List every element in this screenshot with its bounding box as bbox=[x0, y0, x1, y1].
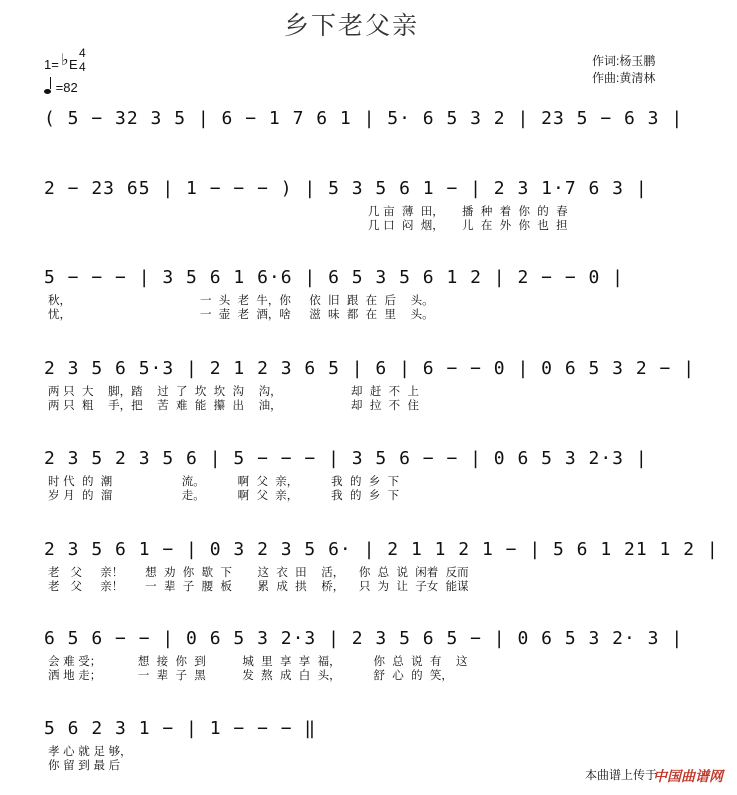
lyric-verse-1: 老 父 亲！ 想 劝 你 歇 下 这 衣 田 活， 你 总 说 闲着 反而 bbox=[48, 565, 469, 579]
song-title: 乡下老父亲 bbox=[284, 11, 420, 40]
lyric-verse-1: 孝 心 就 足 够， bbox=[48, 744, 132, 758]
site-logo[interactable]: 中国曲谱网 bbox=[653, 768, 723, 784]
note-stem bbox=[50, 77, 51, 89]
notation-line: 5 − − − | 3 5 6 1 6·6 | 6 5 3 5 6 1 2 | 2 − − 0 | bbox=[44, 267, 625, 288]
notation-line: 6 5 6 − − | 0 6 5 3 2·3 | 2 3 5 6 5 − | 0 6 5 3 2· 3 | bbox=[44, 628, 684, 649]
lyric-verse-2: 两 只 粗 手，把 苦 难 能 攥 出 油， 却 拉 不 住 bbox=[48, 398, 419, 412]
time-signature-bottom: 4 bbox=[79, 60, 86, 74]
lyric-verse-2: 岁 月 的 溜 走。 啊 父 亲， 我 的 乡 下 bbox=[48, 488, 400, 502]
lyric-verse-2-start: 忧， bbox=[48, 307, 71, 321]
lyric-verse-1: 会 难 受； 想 接 你 到 城 里 享 享 福， 你 总 说 有 这 bbox=[48, 654, 468, 668]
notation-line: 2 3 5 2 3 5 6 | 5 − − − | 3 5 6 − − | 0 6 5 3 2·3 | bbox=[44, 448, 648, 469]
lyric-verse-1: 两 只 大 脚，踏 过 了 坎 坎 沟 沟， 却 赶 不 上 bbox=[48, 384, 419, 398]
lyric-verse-1: 几 亩 薄 田， 播 种 着 你 的 春 bbox=[368, 204, 568, 218]
lyricist-credit: 作词:杨玉鹏 bbox=[592, 54, 656, 68]
quarter-note-icon bbox=[44, 89, 51, 94]
credits bbox=[592, 53, 655, 87]
key-tone: E bbox=[69, 57, 78, 72]
lyric-verse-2: 几 口 闷 烟， 儿 在 外 你 也 担 bbox=[368, 218, 568, 232]
lyric-verse-1: 一 头 老 牛，你 依 旧 跟 在 后 头。 bbox=[200, 293, 434, 307]
flat-icon: ♭ bbox=[61, 52, 69, 69]
upload-note: 本曲谱上传于 bbox=[584, 768, 657, 782]
notation-line: ( 5 − 32 3 5 | 6 − 1 7 6 1 | 5· 6 5 3 2 | 23 5 − 6 3 | bbox=[44, 108, 684, 129]
lyric-verse-1-start: 秋， bbox=[48, 293, 71, 307]
composer-credit: 作曲:黄清林 bbox=[592, 71, 656, 85]
lyric-verse-2: 老 父 亲！ 一 辈 子 腰 板 累 成 拱 桥， 只 为 让 子女 能谋 bbox=[48, 579, 469, 593]
notation-line: 5 6 2 3 1 − | 1 − − − ‖ bbox=[44, 718, 317, 739]
tempo-value: =82 bbox=[55, 80, 78, 95]
key-prefix: 1= bbox=[44, 57, 59, 72]
notation-line: 2 3 5 6 5·3 | 2 1 2 3 6 5 | 6 | 6 − − 0 | 0 6 5 3 2 − | bbox=[44, 358, 696, 379]
notation-line: 2 − 23 65 | 1 − − − ) | 5 3 5 6 1 − | 2 3 1·7 6 3 | bbox=[44, 178, 648, 199]
time-signature-top: 4 bbox=[79, 46, 86, 60]
notation-line: 2 3 5 6 1 − | 0 3 2 3 5 6· | 2 1 1 2 1 − | 5 6 1 21 1 2 | bbox=[44, 539, 719, 560]
lyric-verse-2: 洒 地 走； 一 辈 子 黑 发 熬 成 白 头， 舒 心 的 笑， bbox=[48, 668, 453, 682]
tempo-marking bbox=[44, 80, 78, 95]
lyric-verse-1: 时 代 的 潮 流。 啊 父 亲， 我 的 乡 下 bbox=[48, 474, 400, 488]
lyric-verse-2: 你 留 到 最 后 bbox=[48, 758, 121, 772]
lyric-verse-2: 一 壶 老 酒，啥 滋 味 都 在 里 头。 bbox=[200, 307, 434, 321]
